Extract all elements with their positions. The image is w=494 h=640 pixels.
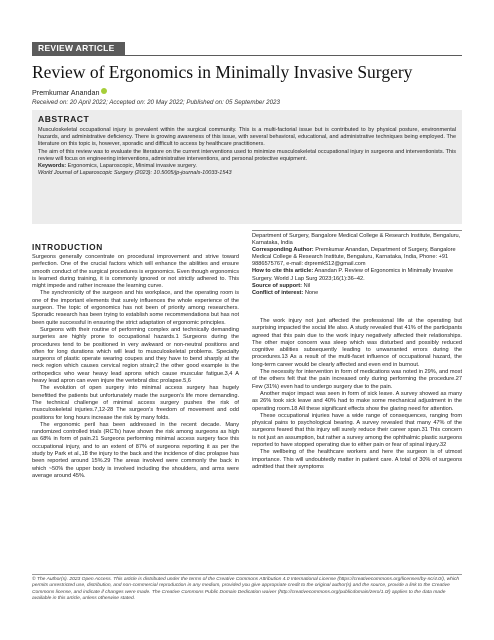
body-paragraph: The evolution of open surgery into minimal access surgery has hugely benefitted the patients but unfortunately made the surgeon's life more demanding. The technical challenge of minimal access surgery pushes the risk of musculoskeletal injuries.7,12-28 The surgeon's freedom of movement and odd positions for long hours increase the risk by many folds.	[32, 385, 239, 421]
body-paragraph: Surgeons generally concentrate on procedural improvement and strive toward perfection. One of the crucial factors which will enhance the abilities and ensure smooth conduct of the surgical procedures is ergonomics. Even though ergonomics is learned during training, it is commonly ignored or not strictly adhered to. This might impede and rather increase the learning curve.	[32, 254, 239, 290]
abstract-keywords	[38, 163, 456, 170]
author-line	[32, 88, 107, 97]
license-footer: © The Author(s). 2023 Open Access. This article is distributed under the terms of the Creative Commons Attribution 4.0 International License (https://creativecommons.org/licenses/by-nc/4.0/), which permits unrestricted use, distribution, and non-commercial reproduction in any medium, provided you give appropriate credit to the original author(s) and the source, provide a link to the Creative Commons license, and indicate if changes were made. The Creative Commons Public Domain Dedication waiver (http://creativecommons.org/publicdomain/zero/1.0/) applies to the data made available in this article, unless otherwise stated.	[32, 577, 460, 602]
conflict-label: Conflict of interest:	[252, 289, 304, 296]
header-rule	[32, 55, 462, 56]
body-paragraph: Surgeons with their routine of performing complex and technically demanding surgeries are highly prone to occupational hazards.1 Surgeons during the procedures tend to be positioned in very awkward or non-neutral positions and often for long durations which will lead to musculoskeletal problems. Specialty surgeons of plastic operate wearing coupes and they have to bend sharply at the neck region which causes cervical region strain;2 the other good example is the orthopedics who wear heavy lead aprons which cause muscular fatigue.3,4 A heavy lead apron can even injure the vertebral disc prolapse.5,6	[32, 326, 239, 385]
author-name: Premkumar Anandan	[32, 88, 100, 97]
cite-text: Anandan P. Review of Ergonomics in Minimally Invasive Surgery. World J Lap Surg 2023;16(1):36–42.	[252, 268, 454, 282]
corresponding-author	[252, 247, 462, 268]
article-title: Review of Ergonomics in Minimally Invasive Surgery	[32, 62, 413, 82]
keywords-text: Ergonomics, Laparoscopic, Minimal invasive surgery.	[67, 163, 197, 170]
abstract-box	[32, 110, 462, 224]
body-paragraph: Another major impact was seen in form of sick leave. A survey showed as many as 26% took sick leave and 40% had to make some mechanical adjustment in the operating room.18 All these significant effects show the glaring need for attention.	[252, 390, 462, 412]
abstract-body	[38, 127, 456, 177]
affiliation-block	[252, 233, 462, 297]
footer-rule	[32, 574, 462, 575]
corr-text: Premkumar Anandan, Department of Surgery, Bangalore Medical College & Research Institute, Bengaluru, Karnataka, India, Phone: +91 9886575767, e-mail: drpremk512@gmail.com	[252, 247, 456, 268]
support-text: Nil	[303, 282, 311, 289]
abstract-heading: ABSTRACT	[38, 114, 90, 124]
section-heading-introduction: INTRODUCTION	[32, 242, 103, 252]
body-paragraph: The wellbeing of the healthcare workers and here the surgeon is of utmost importance. This will undoubtedly matter in patient care. A total of 30% of surgeons admitted that their symptoms	[252, 449, 462, 470]
body-paragraph: These occupational injuries have a wide range of consequences, ranging from physical pains to psychological bearing. A survey revealed that many 47% of the surgeons feared that this injury will surely reduce their career span.31 This concern is not just an assumption, but rather a survey among the ophthalmic plastic surgeons reported to have stopped operating due to either pain or fear of spinal injury.32	[252, 412, 462, 449]
affiliation-rule	[252, 230, 462, 231]
body-paragraph: The work injury not just affected the professional life at the operating but surprising impacted the social life also. A study revealed that 41% of the participants agreed that this pain due to the work injury negatively affected their relationships. The other major concern was sleep which was disturbed and possibly reduced cognitive abilities subsequently leading to unwarranted errors during the procedures.13 As a result of the multi-facet influence of occupational hazard, the long-term career would be clearly affected and even end in burnout.	[252, 318, 462, 368]
body-paragraph: The necessity for intervention in form of medications was noted in 29%, and most of the others felt that the pain increased only during performing the procedure.27 Few (31%) even had to undergo surgery due to the pain.	[252, 369, 462, 390]
body-paragraph: The synchronicity of the surgeon and his workplace, and the operating room is one of the important elements that surely influences the whole experience of the surgeon. The topic of ergonomics has not been of priority among researchers. Sporadic research has been trying to establish some recommendations but has not been quite successful in ensuring the strict adaptation of ergonomic principles.	[32, 290, 239, 326]
orcid-icon[interactable]	[101, 88, 107, 94]
affiliation-dept: Department of Surgery, Bangalore Medical College & Research Institute, Bengaluru, Karnataka, India	[252, 233, 461, 247]
how-to-cite	[252, 268, 462, 282]
support-label: Source of support:	[252, 282, 303, 289]
keywords-label: Keywords:	[38, 163, 67, 170]
abstract-paragraph: The aim of this review was to evaluate the literature on the current interventions used to minimize musculoskeletal occupational injury in surgeons and interventionists. This review will focus on engineering interventions, administrative interventions, and personal protective equipment.	[38, 148, 456, 162]
source-of-support	[252, 283, 462, 290]
left-column	[32, 254, 239, 480]
abstract-paragraph: Musculoskeletal occupational injury is prevalent within the surgical community. This is a multi-factorial issue but is contributed to by physical posture, environmental hazards, and administrative deficiency. There is growing awareness of this issue, with several behavioral, educational, and administrative techniques being employed. The literature on this topic is, however, sporadic and difficult to access by healthcare practitioners.	[38, 127, 456, 148]
publication-dates: Received on: 20 April 2022; Accepted on: 20 May 2022; Published on: 05 September 2023	[32, 99, 280, 106]
body-paragraph: The ergonomic peril has been addressed in the recent decade. Many randomized controlled trials (RCTs) have shown the risk among surgeons as high as 68% in form of pain.21 Surgeons performing minimal access surgery face this occupational injury, and to an extent of 87% of surgeons reporting it as per the study by Park et al.,18 the injury to the back and the incidence of disc prolapse has been reported around 15%.29 The areas involved were commonly the back in which ~50% the upper body is involved including the shoulders, and arms were average around 45%.	[32, 421, 239, 479]
conflict-text: None	[304, 289, 319, 296]
abstract-citation: World Journal of Laparoscopic Surgery (2023): 10.5005/jp-journals-10033-1543	[38, 170, 232, 177]
corr-label: Corresponding Author:	[252, 247, 314, 254]
conflict-of-interest	[252, 290, 462, 297]
cite-label: How to cite this article:	[252, 268, 314, 275]
article-type-tag: REVIEW ARTICLE	[32, 42, 125, 55]
right-column	[252, 318, 462, 471]
